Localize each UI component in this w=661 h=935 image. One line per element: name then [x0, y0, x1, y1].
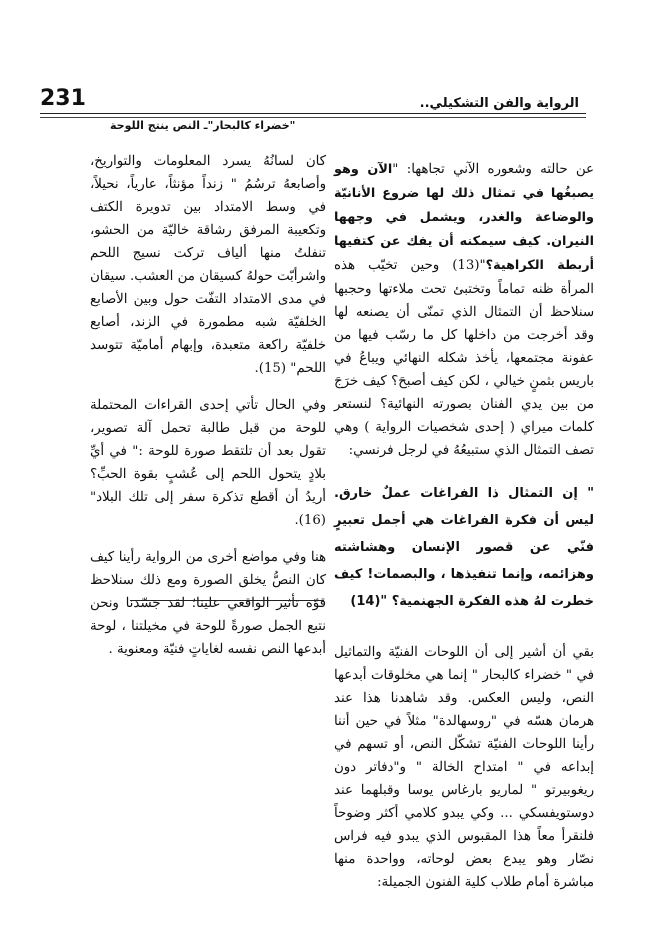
running-title: الرواية والفن التشكيلي..	[419, 96, 579, 111]
page-number: 231	[40, 86, 86, 111]
left-paragraph-2: وفي الحال تأتي إحدى القراءات المحتملة للوحة من قبل طالبة تحمل آلة تصوير، تقول بعد أن تلتقط صورة للوحة :" في أيِّ بلادٍ يتحول اللحم إلى عُشبٍ بقوة الحبِّ؟أريدُ أن أقطع تذكرة سفر إلى تلك البلاد" (16).	[90, 398, 326, 528]
header-rule	[40, 113, 586, 114]
right-p1-bold-quote: الآن وهو يصبغُها في تمثال ذلك لها ضروع الأنانيّة والوضاعة والغدر، ويشمل في وجهها النيران. كيف سيمكنه أن يفك عن كتفيها أربطة الكراهية؟	[334, 162, 594, 273]
right-p1-rest: "(13) وحين تخيّب هذه المرأة ظنه تماماً وتختبئ تحت ملاءتها وحجبها سنلاحظ أن التمثال الذي تمنّى أن يصنعه لها وقد أخرجت من داخلها كل ما رسّب فيها من عفونة مجتمعها، يأخذ شكله النهائي ويباعُ في باريس بثمنٍ خيالي ، لكن كيف أصبحَ؟ كيف خرَجَ من بين يدي الفنان بصورته النهائية؟ لنستعر كلمات ميراي ( إحدى شخصيات الرواية ) وهي تصف التمثال الذي ستبيعُهُ في لرجل فرنسي:	[334, 258, 594, 458]
header-rule-secondary	[40, 117, 586, 118]
right-paragraph-3: بقي أن أشير إلى أن اللوحات الفنيّة والتماثيل في " خضراء كالبحار " إنما هي مخلوقات أبدعها النص، وليس العكس. وقد شاهدنا هذا عند هرمان هسّه في "روسهالدة" مثلاً في حين أننا رأينا اللوحات الفنيّة تشكّل النص، أو تسهم في إبداعه في " امتداح الخالة " و"دفاتر دون ريغوبيرتو " لماريو بارغاس يوسا وقبلهما عند دوستويفسكي ... وكي يبدو كلامي أكثر وضوحاً فلنقرأ معاً هذا المقبوس الذي يبدو فيه فراس نصّار وهو يبدع بعض لوحاته، وواحدة منها مباشرة أمام طلاب كلية الفنون الجميلة:	[334, 645, 594, 890]
left-column	[90, 150, 326, 675]
right-paragraph-1	[334, 158, 594, 462]
article-subtitle: "خضراء كالبحار"ـ النص ينتج اللوحة	[110, 119, 296, 132]
left-paragraph-1: كان لسانُهُ يسرد المعلومات والتواريخ، وأصابعهُ ترسُمُ " زنداً مؤنثاً، عارياً، نحيلاً، في وسط الامتداد بين تدويرة الكتف وتكعيبة المرفق رشاقة خاليّة من الحشو، تنفلتُ منها ألياف تركت نسيج اللحم واشرأبّت حولهُ كسيقان من العشب. سيقان في مدى الامتداد التفّت حول وبين الأصابع الخلفيّة شبه مطمورة في الزند، أصابع خلفيّة راكعة متعبدة، وإبهام أماميّة تتوسد اللحم" (15).	[90, 154, 326, 376]
left-paragraph-3: هنا وفي مواضع أخرى من الرواية رأينا كيف كان النصُّ يخلق الصورة ومع ذلك سنلاحظ قوّة تأثير الواقعي علينا؛ لقد جسّدنا ونحن نتبع الجمل صورةً للوحة في مخيلتنا ، لوحة أبدعها النص نفسه لغاياتٍ فنيّة ومعنوية .	[90, 550, 326, 657]
right-block-quote: " إن التمثال ذا الفراغات عملٌ خارق. ليس أن فكرة الفراغات هي أجمل تعبيرٍ فنّي عن قصور الإنسان وهشاشته وهزائمه، وإنما تنفيذها ، والبصمات! كيف خطرت لهُ هذه الفكرة الجهنمية؟ "(14)	[334, 486, 594, 609]
right-p1-intro: عن حالته وشعوره الآني تجاهها: "	[392, 162, 594, 177]
right-column	[334, 158, 594, 908]
footnote-separator	[130, 600, 324, 601]
